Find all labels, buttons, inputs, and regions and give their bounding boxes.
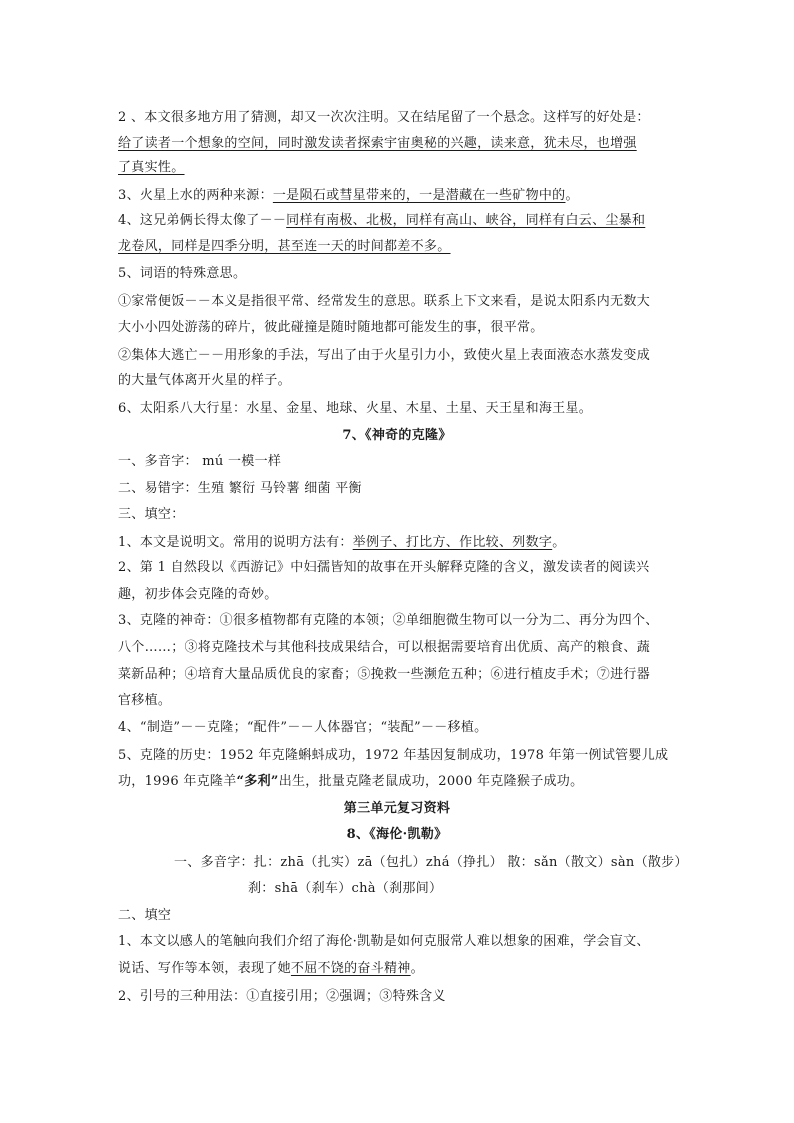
text-span: 官移植。 xyxy=(118,693,172,708)
text-line xyxy=(118,613,659,629)
text-span: 。 xyxy=(552,535,566,550)
text-line xyxy=(118,934,650,950)
text-span: 一、多音字： mú 一模一样 xyxy=(118,454,282,469)
text-line xyxy=(174,855,688,871)
text-line xyxy=(118,213,645,229)
text-line xyxy=(118,294,650,310)
text-span: 一、多音字：扎：zhā（扎实）zā（包扎）zhá（挣扎） 散：sǎn（散文）sàn（散步） xyxy=(174,855,688,870)
section-heading xyxy=(0,428,794,444)
text-line xyxy=(118,693,171,709)
text-line xyxy=(118,535,566,551)
text-span: 趣，初步体会克隆的奇妙。 xyxy=(118,587,278,602)
text-line xyxy=(118,748,668,764)
text-line xyxy=(118,266,246,282)
text-span: 第三单元复习资料 xyxy=(343,801,451,816)
text-span: 2、引号的三种用法：①直接引用；②强调；③特殊含义 xyxy=(118,989,446,1004)
text-line xyxy=(118,320,544,336)
text-line xyxy=(118,348,650,364)
text-span: 三、填空： xyxy=(118,507,185,522)
text-line xyxy=(118,507,185,523)
text-line xyxy=(118,239,451,255)
underlined-answer: 举例子、打比方、作比较、列数字 xyxy=(352,535,553,550)
text-span: 1、本文以感人的笔触向我们介绍了海伦·凯勒是如何克服常人难以想象的困难，学会盲文、 xyxy=(118,934,650,949)
text-line xyxy=(118,481,362,497)
text-line xyxy=(118,774,583,790)
text-span: 4、这兄弟俩长得太像了－－ xyxy=(118,213,287,228)
underlined-answer: 同样有南极、北极，同样有高山、峡谷，同样有白云、尘暴和 xyxy=(286,213,646,228)
text-line xyxy=(118,373,291,389)
text-span: 2 、本文很多地方用了猜测，却又一次次注明。又在结尾留了一个悬念。这样写的好处是： xyxy=(118,110,650,125)
text-line xyxy=(118,188,579,204)
text-span: 4、“制造”－－克隆；“配件”－－人体器官；“装配”－－移植。 xyxy=(118,720,488,735)
text-line xyxy=(118,908,171,924)
text-span: 7、《神奇的克隆》 xyxy=(342,428,452,443)
text-line xyxy=(118,401,592,417)
text-span: ②集体大逃亡－－用形象的手法，写出了由于火星引力小，致使火星上表面液态水蒸发变成 xyxy=(118,348,651,363)
section-heading xyxy=(0,827,794,843)
underlined-answer: 给了读者一个想象的空间，同时激发读者探索宇宙奥秘的兴趣，读来意，犹未尽，也增强 xyxy=(118,136,637,151)
text-span: 八个……；③将克隆技术与其他科技成果结合，可以根据需要培育出优质、高产的粮食、蔬 xyxy=(118,640,651,655)
underlined-answer: 了真实性。 xyxy=(118,160,185,175)
section-heading xyxy=(0,801,794,817)
text-span: 二、易错字：生殖 繁衍 马铃薯 细菌 平衡 xyxy=(118,481,362,496)
text-span: ①家常便饭－－本义是指很平常、经常发生的意思。联系上下文来看，是说太阳系内无数大 xyxy=(118,294,651,309)
underlined-answer: 不屈不饶的奋斗精神 xyxy=(290,961,411,976)
text-line xyxy=(118,136,637,152)
text-span: 3、火星上水的两种来源： xyxy=(118,188,273,203)
text-span: 二、填空 xyxy=(118,908,172,923)
text-line xyxy=(118,454,281,470)
text-line xyxy=(118,720,487,736)
text-span: 刹：shā（刹车）chà（刹那间） xyxy=(248,881,443,896)
text-line xyxy=(118,587,278,603)
text-line xyxy=(118,560,649,576)
text-span: 。 xyxy=(565,188,579,203)
text-line xyxy=(248,881,442,897)
underlined-answer: 龙卷风，同样是四季分明，甚至连一天的时间都差不多。 xyxy=(118,239,451,254)
underlined-answer: 一是陨石或彗星带来的，一是潜藏在一些矿物中的 xyxy=(272,188,566,203)
text-span: 说话、写作等本领，表现了她 xyxy=(118,961,291,976)
text-span: 2、第 1 自然段以《西游记》中妇孺皆知的故事在开头解释克隆的含义，激发读者的阅读兴 xyxy=(118,560,650,575)
text-line xyxy=(118,160,185,176)
text-line xyxy=(118,961,424,977)
text-span: 6、太阳系八大行星：水星、金星、地球、火星、木星、土星、天王星和海王星。 xyxy=(118,401,593,416)
text-span: 5、词语的特殊意思。 xyxy=(118,266,247,281)
text-span: 。 xyxy=(410,961,424,976)
text-line xyxy=(118,667,650,683)
text-span: 功，1996 年克隆羊 xyxy=(118,774,237,789)
text-span: 的大量气体离开火星的样子。 xyxy=(118,373,291,388)
text-span: 8、《海伦·凯勒》 xyxy=(346,827,448,842)
text-span: 出生，批量克隆老鼠成功，2000 年克隆猴子成功。 xyxy=(278,774,584,789)
text-span: 3、克隆的神奇：①很多植物都有克隆的本领；②单细胞微生物可以一分为二、再分为四个、 xyxy=(118,613,659,628)
text-span: “多利” xyxy=(236,774,279,789)
text-line xyxy=(118,110,650,126)
text-line xyxy=(118,640,650,656)
text-span: 1、本文是说明文。常用的说明方法有： xyxy=(118,535,353,550)
text-span: 5、克隆的历史：1952 年克隆蝌蚪成功，1972 年基因复制成功，1978 年第一例试管婴儿成 xyxy=(118,748,669,763)
text-line xyxy=(118,989,446,1005)
text-span: 菜新品种；④培育大量品质优良的家畜；⑤挽救一些濒危五种；⑥进行植皮手术；⑦进行器 xyxy=(118,667,651,682)
text-span: 大小小四处游荡的碎片，彼此碰撞是随时随地都可能发生的事，很平常。 xyxy=(118,320,544,335)
